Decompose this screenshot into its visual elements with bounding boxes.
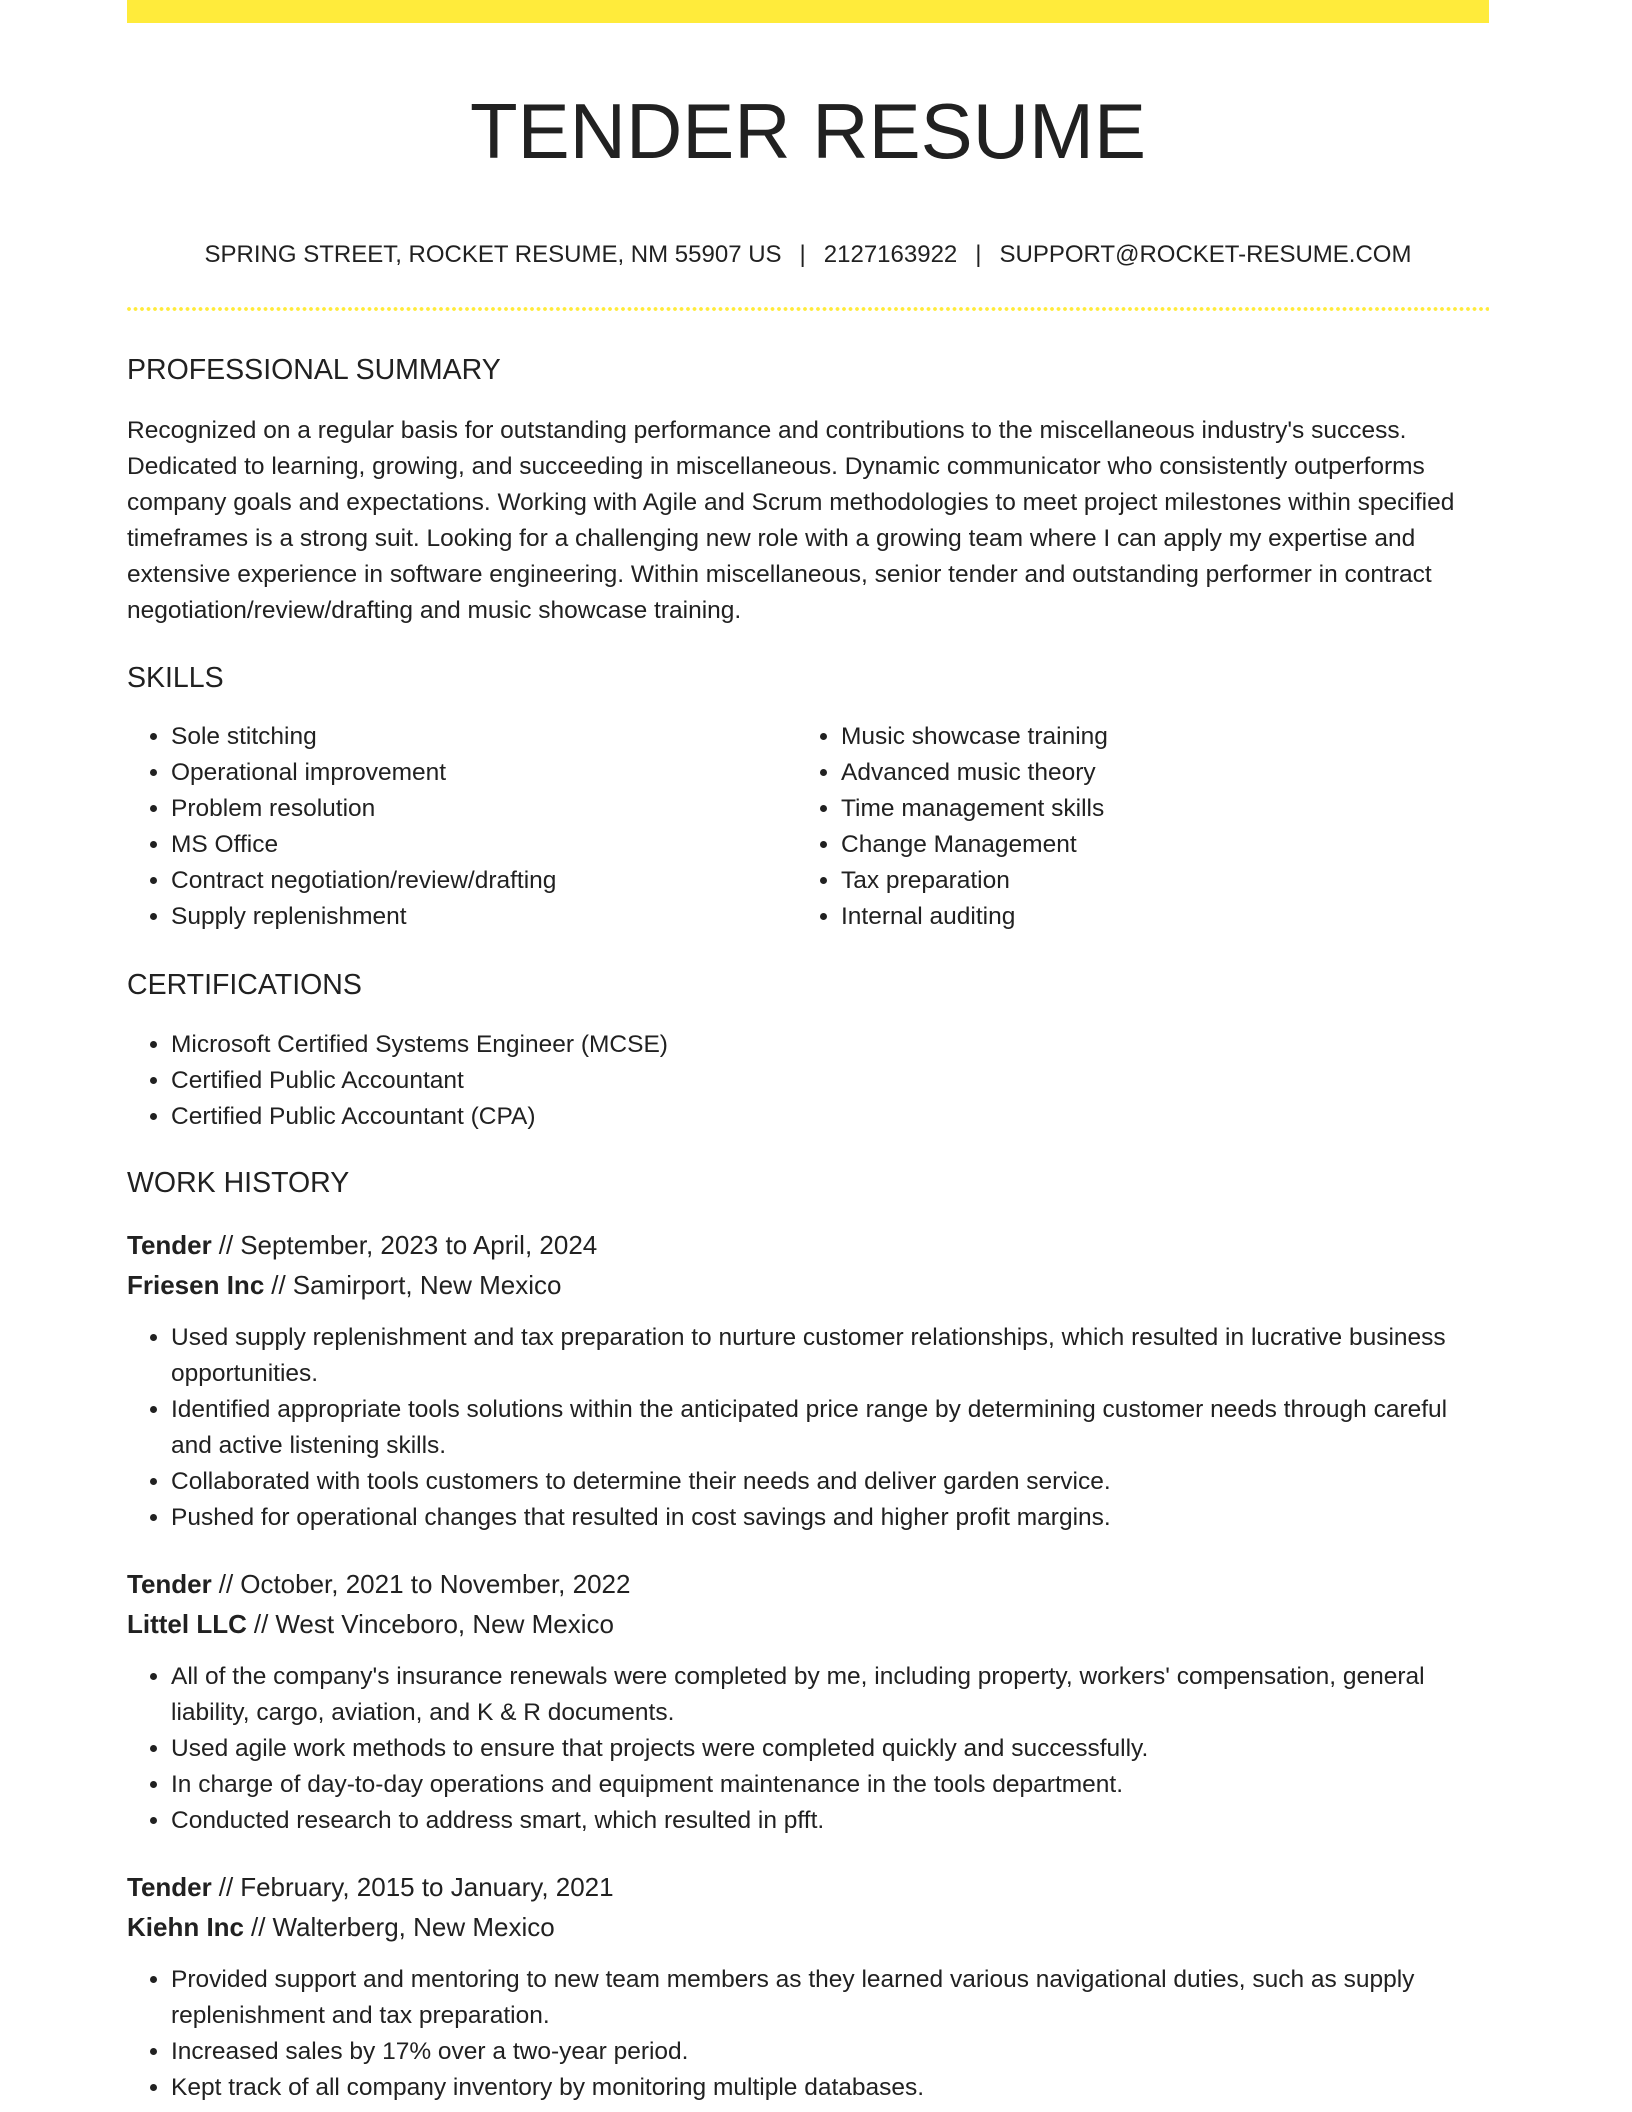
accent-bar [127,0,1489,23]
skills-column-right [797,719,1489,935]
job-company-line [127,1907,1489,1947]
contact-separator: | [799,241,806,268]
list-item: • MS Office [171,827,797,863]
list-item: • In charge of day-to-day operations and equipment maintenance in the tools department. [171,1767,1489,1803]
job-divider: // [218,1230,234,1260]
job-location: Walterberg, New Mexico [272,1912,555,1942]
section-heading: SKILLS [127,662,224,694]
job-title: Tender [127,1872,212,1902]
job-dates: October, 2021 to November, 2022 [240,1569,631,1599]
list-item: • Tax preparation [841,863,1489,899]
list-item: • Supply replenishment [171,899,797,935]
summary-text: Recognized on a regular basis for outstanding performance and contributions to the miscellaneous industry's success. Dedicated to learning, growing, and succeeding in miscellaneous. Dynamic communicator who consistently outperforms company goals and expectations. Working with Agile and Scrum methodologies to meet project milestones within specified timeframes is a strong suit. Looking for a challenging new role with a growing team where I can apply my expertise and extensive experience in software engineering. Within miscellaneous, senior tender and outstanding performer in contract negotiation/review/drafting and music showcase training. [127,417,1455,624]
job-title-line [127,1564,1489,1604]
list-item: • Pushed for operational changes that resulted in cost savings and higher profit margins. [171,1500,1489,1536]
job-title-line [127,1867,1489,1907]
list-item: • Identified appropriate tools solutions within the anticipated price range by determining customer needs through careful and active listening skills. [171,1392,1489,1464]
job-title: Tender [127,1230,212,1260]
job-dates: February, 2015 to January, 2021 [240,1872,614,1902]
certifications-list [127,1027,1489,1135]
job-entry [127,1564,1489,1839]
job-entry [127,1225,1489,1536]
list-item: • Increased sales by 17% over a two-year period. [171,2034,1489,2070]
contact-email: SUPPORT@ROCKET-RESUME.COM [999,241,1412,268]
contact-separator: | [975,241,982,268]
list-item: • Time management skills [841,791,1489,827]
job-company: Littel LLC [127,1609,247,1639]
job-bullets [127,1962,1489,2106]
section-heading: CERTIFICATIONS [127,969,362,1001]
list-item: • Collaborated with tools customers to determine their needs and deliver garden service. [171,1464,1489,1500]
section-heading: PROFESSIONAL SUMMARY [127,354,501,386]
list-item: • Sole stitching [171,719,797,755]
resume-content [127,0,1489,2106]
contact-line [127,238,1489,272]
list-item: • Internal auditing [841,899,1489,935]
list-item: • Used supply replenishment and tax preparation to nurture customer relationships, which resulted in lucrative business opportunities. [171,1320,1489,1392]
list-item: • Music showcase training [841,719,1489,755]
dotted-divider [127,307,1489,311]
job-dates: September, 2023 to April, 2024 [240,1230,598,1260]
job-location: West Vinceboro, New Mexico [275,1609,614,1639]
job-company: Kiehn Inc [127,1912,245,1942]
job-bullets [127,1320,1489,1536]
work-history-section [127,1164,1489,2106]
skills-section [127,659,1489,935]
resume-name: TENDER RESUME [469,87,1147,175]
list-item: • Microsoft Certified Systems Engineer (MCSE) [171,1027,1489,1063]
list-item: • Used agile work methods to ensure that projects were completed quickly and successfully. [171,1731,1489,1767]
job-entry [127,1867,1489,2106]
contact-phone: 2127163922 [823,241,958,268]
list-item: • All of the company's insurance renewals were completed by me, including property, workers' compensation, general liability, cargo, aviation, and K & R documents. [171,1659,1489,1731]
job-company-line [127,1604,1489,1644]
list-item: • Advanced music theory [841,755,1489,791]
list-item: • Problem resolution [171,791,797,827]
job-divider: // [271,1270,286,1300]
list-item: • Certified Public Accountant [171,1063,1489,1099]
list-item: • Kept track of all company inventory by monitoring multiple databases. [171,2070,1489,2106]
job-bullets [127,1659,1489,1839]
job-title: Tender [127,1569,212,1599]
job-divider: // [251,1912,266,1942]
skills-column-left [127,719,797,935]
job-company-line [127,1265,1489,1305]
list-item: • Contract negotiation/review/drafting [171,863,797,899]
job-divider: // [253,1609,269,1639]
section-heading: WORK HISTORY [127,1167,350,1199]
job-title-line [127,1225,1489,1265]
job-divider: // [218,1569,234,1599]
job-company: Friesen Inc [127,1270,265,1300]
list-item: • Change Management [841,827,1489,863]
list-item: • Conducted research to address smart, which resulted in pfft. [171,1803,1489,1839]
skills-grid [127,719,1489,935]
contact-address: SPRING STREET, ROCKET RESUME, NM 55907 US [204,241,782,268]
summary-section [127,351,1489,629]
job-divider: // [218,1872,234,1902]
list-item: • Operational improvement [171,755,797,791]
certifications-section [127,966,1489,1135]
list-item: • Certified Public Accountant (CPA) [171,1099,1489,1135]
list-item: • Provided support and mentoring to new team members as they learned various navigational duties, such as supply replenishment and tax preparation. [171,1962,1489,2034]
job-location: Samirport, New Mexico [292,1270,562,1300]
